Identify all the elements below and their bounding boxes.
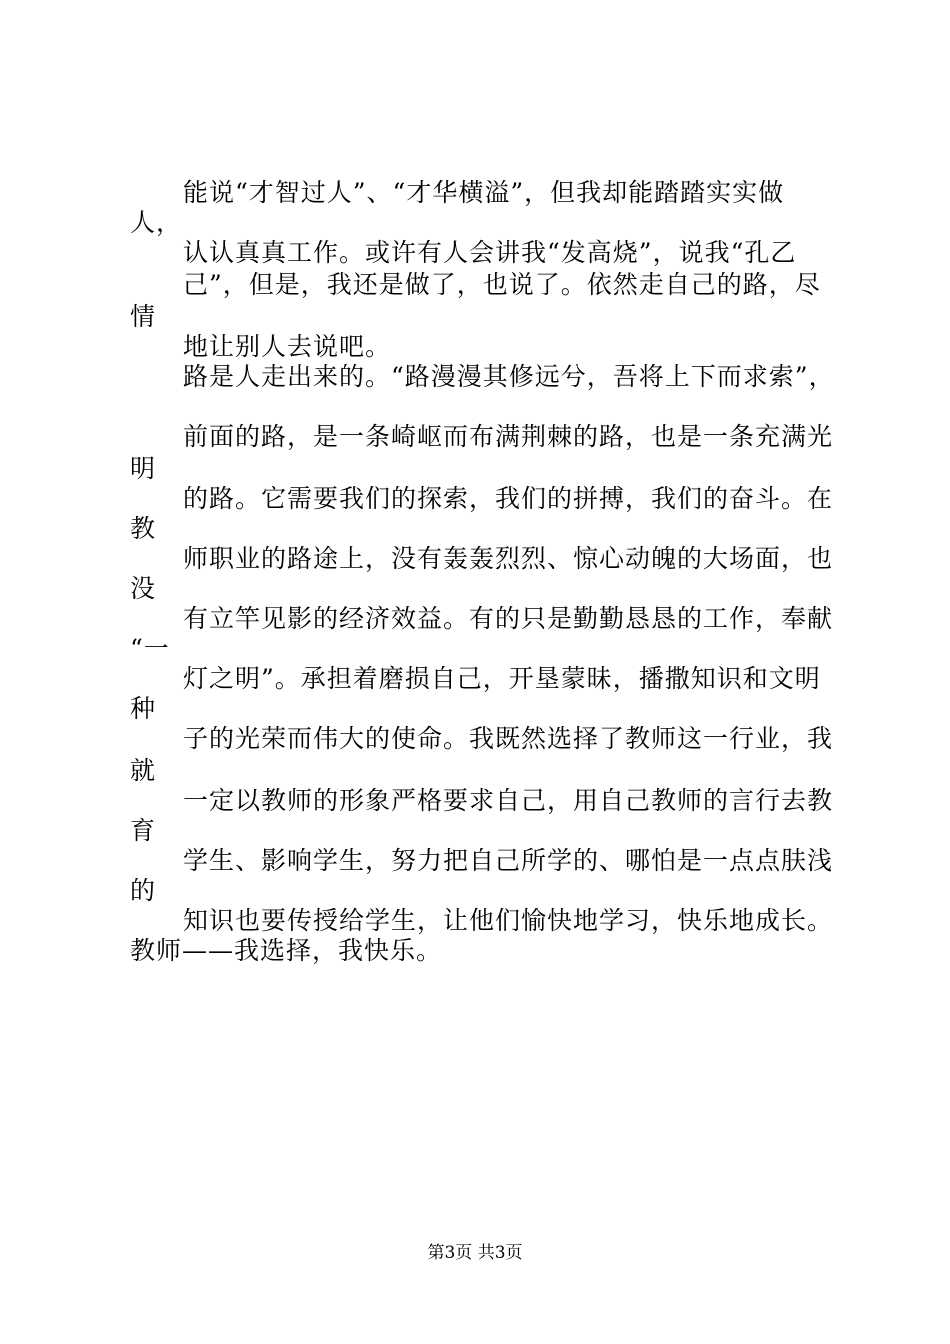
body-text-line: 有立竿见影的经济效益。有的只是勤勤恳恳的工作，奉献 xyxy=(183,604,834,633)
body-text-line: 一定以教师的形象严格要求自己，用自己教师的言行去教 xyxy=(183,786,834,815)
body-text-line: 情 xyxy=(130,302,157,331)
body-text-line: 教师——我选择，我快乐。 xyxy=(130,936,443,965)
body-text-line: 己”，但是，我还是做了，也说了。依然走自己的路，尽 xyxy=(183,270,821,299)
body-text-line: 认认真真工作。或许有人会讲我“发高烧”，说我“孔乙 xyxy=(183,238,797,267)
body-text-line: “一 xyxy=(130,634,170,663)
body-text-line: 明 xyxy=(130,454,157,483)
body-text-line: 育 xyxy=(130,816,157,845)
body-text-line: 的 xyxy=(130,876,157,905)
body-text-line: 路是人走出来的。“路漫漫其修远兮，吾将上下而求索”， xyxy=(183,362,835,391)
body-text-line: 能说“才智过人”、“才华横溢”，但我却能踏踏实实做 xyxy=(183,178,785,207)
body-text-line: 人， xyxy=(130,208,183,237)
body-text-line: 灯之明”。承担着磨损自己，开垦蒙昧，播撒知识和文明 xyxy=(183,664,821,693)
body-text-line: 知识也要传授给学生，让他们愉快地学习，快乐地成长。 xyxy=(183,906,834,935)
body-text-line: 就 xyxy=(130,756,157,785)
body-text-line: 师职业的路途上，没有轰轰烈烈、惊心动魄的大场面，也 xyxy=(183,544,834,573)
body-text-line: 没 xyxy=(130,574,157,603)
body-text-line: 学生、影响学生，努力把自己所学的、哪怕是一点点肤浅 xyxy=(183,846,834,875)
body-text-line: 教 xyxy=(130,514,157,543)
body-text-line: 的路。它需要我们的探索，我们的拼搏，我们的奋斗。在 xyxy=(183,484,834,513)
page-number-footer: 第3页 共3页 xyxy=(427,1243,523,1263)
body-text-line: 子的光荣而伟大的使命。我既然选择了教师这一行业，我 xyxy=(183,724,834,753)
body-text-line: 前面的路，是一条崎岖而布满荆棘的路，也是一条充满光 xyxy=(183,422,834,451)
body-text-line: 种 xyxy=(130,694,157,723)
body-text-line: 地让别人去说吧。 xyxy=(183,332,392,361)
